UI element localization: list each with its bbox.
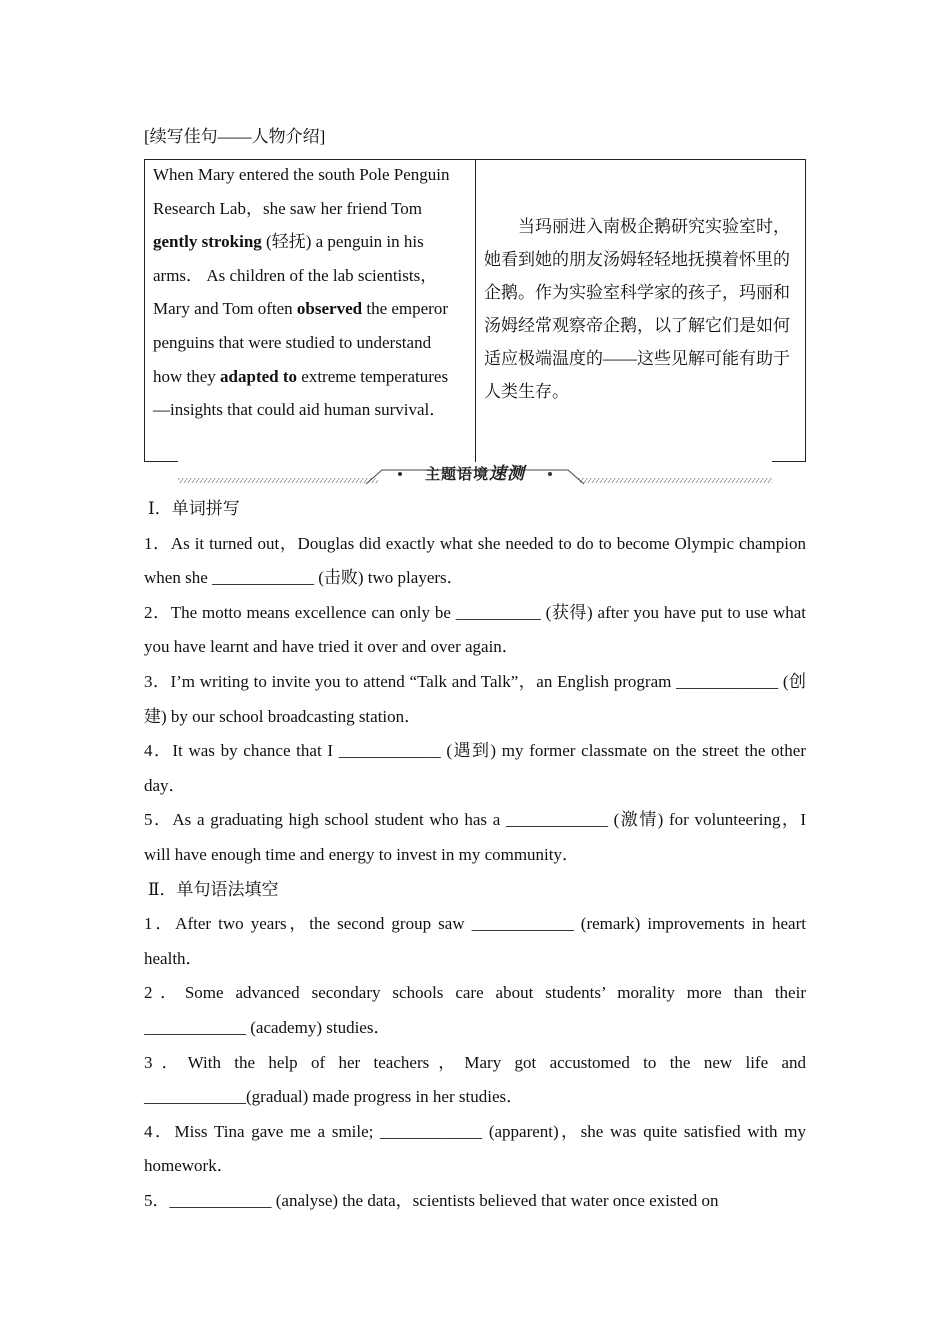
- english-passage: [153, 158, 463, 427]
- column-divider: [475, 160, 476, 462]
- section-title-spelling: Ⅰ．单词拼写: [148, 499, 240, 518]
- spelling-question: 2．The motto means excellence can only be __________ (获得) after you have put to use what you have learnt and have tried it over and over again．: [144, 602, 806, 657]
- grammar-question: 1．After two years，the second group saw ____________ (remark) improvements in heart health．: [144, 914, 806, 968]
- sample-sentence-box: [144, 159, 806, 462]
- box-border-left: [144, 160, 145, 462]
- section-heading: [续写佳句——人物介绍]: [144, 127, 326, 146]
- section-title-grammar: Ⅱ．单句语法填空: [148, 879, 279, 899]
- en-segment: the emperor penguins that were studied to understand how they: [153, 299, 448, 386]
- chinese-translation: 当玛丽进入南极企鹅研究实验室时，她看到她的朋友汤姆轻轻地抚摸着怀里的企鹅。作为实验室科学家的孩子，玛丽和汤姆经常观察帝企鹅，以了解它们是如何适应极端温度的——这些见解可能有助于人类生存。: [484, 217, 790, 401]
- box-border-right: [805, 160, 806, 462]
- box-corner-bottom-left: [144, 461, 178, 462]
- spelling-question: 5．As a graduating high school student who has a ____________ (激情) for volunteering，I will have enough time and energy to invest in my community．: [144, 810, 806, 864]
- banner-title-bold: 速测: [489, 464, 525, 484]
- grammar-question: 5．____________ (analyse) the data，scientists believed that water once existed on: [144, 1190, 719, 1210]
- grammar-question: 4．Miss Tina gave me a smile; ____________ (apparent)，she was quite satisfied with my homework．: [144, 1121, 806, 1176]
- box-corner-bottom-right: [772, 461, 806, 462]
- spelling-question: 4．It was by chance that I ____________ (遇到) my former classmate on the street the other day．: [144, 741, 806, 795]
- en-segment: (轻抚) a penguin in his arms． As children of the lab scientists，Mary and Tom often: [153, 232, 438, 319]
- en-keyword-observed: observed: [296, 299, 363, 319]
- en-keyword-adapted-to: adapted to: [220, 366, 298, 386]
- exercise-content: [144, 492, 806, 1218]
- banner-title-normal: 主题语境: [424, 465, 489, 483]
- section-banner: [178, 462, 772, 488]
- banner-title: [178, 462, 772, 486]
- en-segment: When Mary entered the south Pole Penguin Research Lab，she saw her friend Tom: [153, 165, 450, 218]
- grammar-question: 2．Some advanced secondary schools care about students’ morality more than their ____________ (academy) studies．: [144, 983, 806, 1037]
- en-keyword-gently-stroking: gently stroking: [153, 232, 262, 252]
- spelling-question: 1．As it turned out，Douglas did exactly what she needed to do to become Olympic champion when she ____________ (击败) two players．: [144, 533, 806, 588]
- grammar-question: 3．With the help of her teachers，Mary got accustomed to the new life and ____________(gradual) made progress in her studies．: [144, 1052, 806, 1107]
- en-segment: extreme temperatures—insights that could aid human survival．: [153, 366, 449, 420]
- spelling-question: 3．I’m writing to invite you to attend “Talk and Talk”，an English program ____________ (创建) by our school broadcasting station．: [144, 671, 806, 726]
